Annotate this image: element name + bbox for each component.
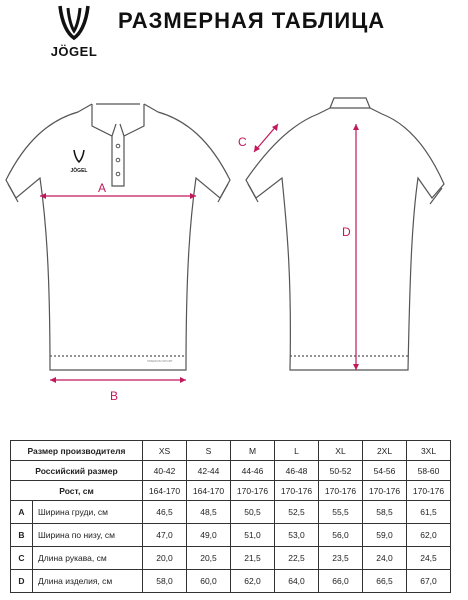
height-row (11, 481, 451, 501)
value-cell: 51,0 (231, 524, 275, 547)
value-cell: 59,0 (363, 524, 407, 547)
value-cell: 50,5 (231, 501, 275, 524)
height-cell: 170-176 (319, 481, 363, 501)
placket-buttons (116, 144, 120, 176)
value-cell: 24,0 (363, 547, 407, 570)
value-cell: 61,5 (407, 501, 451, 524)
garment-diagram (0, 90, 468, 410)
value-cell: 21,5 (231, 547, 275, 570)
value-cell: 48,5 (187, 501, 231, 524)
size-cell: XL (319, 441, 363, 461)
height-cell: 170-176 (275, 481, 319, 501)
russian-size-row (11, 461, 451, 481)
size-header-row (11, 441, 451, 461)
value-cell: 49,0 (187, 524, 231, 547)
russian-size-cell: 50-52 (319, 461, 363, 481)
measurement-row (11, 501, 451, 524)
russian-size-cell: 40-42 (143, 461, 187, 481)
height-label: Рост, см (11, 481, 143, 501)
chest-logo-icon (74, 150, 84, 162)
value-cell: 46,5 (143, 501, 187, 524)
measurement-row (11, 547, 451, 570)
value-cell: 64,0 (275, 570, 319, 593)
row-label: Ширина груди, см (33, 501, 143, 524)
value-cell: 58,0 (143, 570, 187, 593)
russian-size-cell: 46-48 (275, 461, 319, 481)
value-cell: 22,5 (275, 547, 319, 570)
value-cell: 62,0 (407, 524, 451, 547)
size-cell: XS (143, 441, 187, 461)
value-cell: 20,0 (143, 547, 187, 570)
value-cell: 23,5 (319, 547, 363, 570)
measure-d (342, 124, 359, 370)
measure-a-label: A (98, 181, 107, 195)
value-cell: 47,0 (143, 524, 187, 547)
manufacturer-size-label: Размер производителя (11, 441, 143, 461)
russian-size-label: Российский размер (11, 461, 143, 481)
row-label: Длина рукава, см (33, 547, 143, 570)
brand-logo (44, 4, 104, 62)
russian-size-cell: 44-46 (231, 461, 275, 481)
measure-b (50, 377, 186, 403)
measurement-row (11, 570, 451, 593)
value-cell: 55,5 (319, 501, 363, 524)
russian-size-cell: 54-56 (363, 461, 407, 481)
value-cell: 60,0 (187, 570, 231, 593)
russian-size-cell: 58-60 (407, 461, 451, 481)
hem-tag-text: PREMIUM SPORT (147, 359, 173, 363)
measurement-row (11, 524, 451, 547)
size-cell: 3XL (407, 441, 451, 461)
measure-b-label: B (110, 389, 119, 403)
row-code: C (11, 547, 33, 570)
size-cell: M (231, 441, 275, 461)
russian-size-cell: 42-44 (187, 461, 231, 481)
row-code: B (11, 524, 33, 547)
page-title: РАЗМЕРНАЯ ТАБЛИЦА (118, 8, 386, 33)
value-cell: 62,0 (231, 570, 275, 593)
height-cell: 170-176 (231, 481, 275, 501)
height-cell: 164-170 (187, 481, 231, 501)
size-cell: S (187, 441, 231, 461)
value-cell: 66,0 (319, 570, 363, 593)
size-cell: 2XL (363, 441, 407, 461)
height-cell: 170-176 (363, 481, 407, 501)
value-cell: 24,5 (407, 547, 451, 570)
value-cell: 52,5 (275, 501, 319, 524)
chest-logo-text: JÖGEL (70, 168, 88, 174)
size-table (10, 440, 451, 593)
row-code: D (11, 570, 33, 593)
height-cell: 164-170 (143, 481, 187, 501)
value-cell: 67,0 (407, 570, 451, 593)
value-cell: 66,5 (363, 570, 407, 593)
jogel-emblem-icon (54, 4, 94, 42)
row-label: Длина изделия, см (33, 570, 143, 593)
row-label: Ширина по низу, см (33, 524, 143, 547)
brand-name: JÖGEL (50, 44, 98, 59)
value-cell: 53,0 (275, 524, 319, 547)
measure-c-label: C (238, 135, 247, 149)
size-cell: L (275, 441, 319, 461)
row-code: A (11, 501, 33, 524)
measure-d-label: D (342, 225, 351, 239)
height-cell: 170-176 (407, 481, 451, 501)
measure-a (40, 181, 196, 199)
value-cell: 20,5 (187, 547, 231, 570)
value-cell: 56,0 (319, 524, 363, 547)
value-cell: 58,5 (363, 501, 407, 524)
